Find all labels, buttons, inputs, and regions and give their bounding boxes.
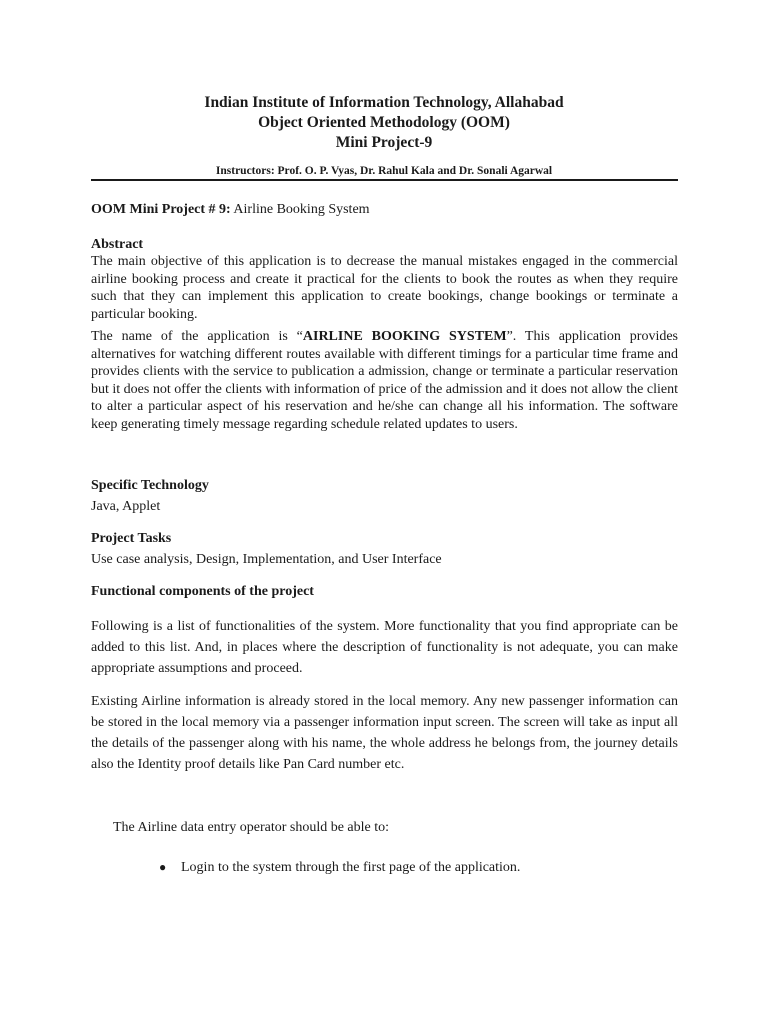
project-number: Mini Project-9 — [335, 134, 433, 151]
document-body — [91, 201, 678, 877]
abstract-paragraph-2 — [91, 328, 678, 433]
tasks-heading: Project Tasks — [91, 531, 172, 546]
technology-value: Java, Applet — [91, 498, 161, 514]
bullet-text: Login to the system through the first page of the application. — [181, 860, 521, 875]
abstract-paragraph-1: The main objective of this application is to decrease the manual mistakes engaged in the commercial airline booking process and create it practical for the clients to book the routes as when they require such that they can implement this application to create bookings, change bookings or terminate a particular booking. — [91, 254, 678, 322]
abstract-p2-pre: The name of the application is “ — [91, 329, 303, 344]
instructors-line: Instructors: Prof. O. P. Vyas, Dr. Rahul Kala and Dr. Sonali Agarwal — [215, 165, 553, 177]
functional-paragraph-2: Existing Airline information is already stored in the local memory. Any new passenger information can be stored in the local memory via a passenger information input screen. The screen will take as input all the details of the passenger along with his name, the whole address he belongs from, the journey details also the Identity proof details like Pan Card number etc. — [91, 693, 678, 772]
header-divider — [91, 179, 678, 181]
bullet-icon: ● — [159, 860, 167, 874]
tasks-value: Use case analysis, Design, Implementation, and User Interface — [91, 551, 442, 567]
app-name: AIRLINE BOOKING SYSTEM — [302, 329, 507, 344]
project-title-value: Airline Booking System — [230, 202, 370, 217]
functional-heading: Functional components of the project — [91, 584, 314, 599]
project-title — [91, 201, 678, 219]
functional-paragraph-1: Following is a list of functionalities of the system. More functionality that you find appropriate can be added to this list. And, in places where the description of functionality is not adequate, you can make appropriate assumptions and proceed. — [91, 618, 678, 676]
course-name: Object Oriented Methodology (OOM) — [258, 114, 510, 131]
technology-heading: Specific Technology — [91, 478, 209, 493]
document-header — [0, 93, 768, 178]
operator-intro: The Airline data entry operator should be able to: — [113, 819, 390, 835]
list-item — [159, 858, 678, 877]
abstract-p2-post: ”. This application provides alternatives for watching different routes available with different timings for a particular time frame and provides clients with the service to publication a admission, change or terminate a particular reservation but it does not offer the clients with information of price of the admission and it does not allow the client to alter a particular aspect of his reservation and he/she can change all his information. The software keep generating timely message regarding schedule related updates to users. — [91, 329, 679, 432]
institute-name: Indian Institute of Information Technology, Allahabad — [204, 94, 564, 111]
abstract-heading: Abstract — [91, 236, 144, 252]
project-title-label: OOM Mini Project # 9: — [91, 202, 231, 217]
